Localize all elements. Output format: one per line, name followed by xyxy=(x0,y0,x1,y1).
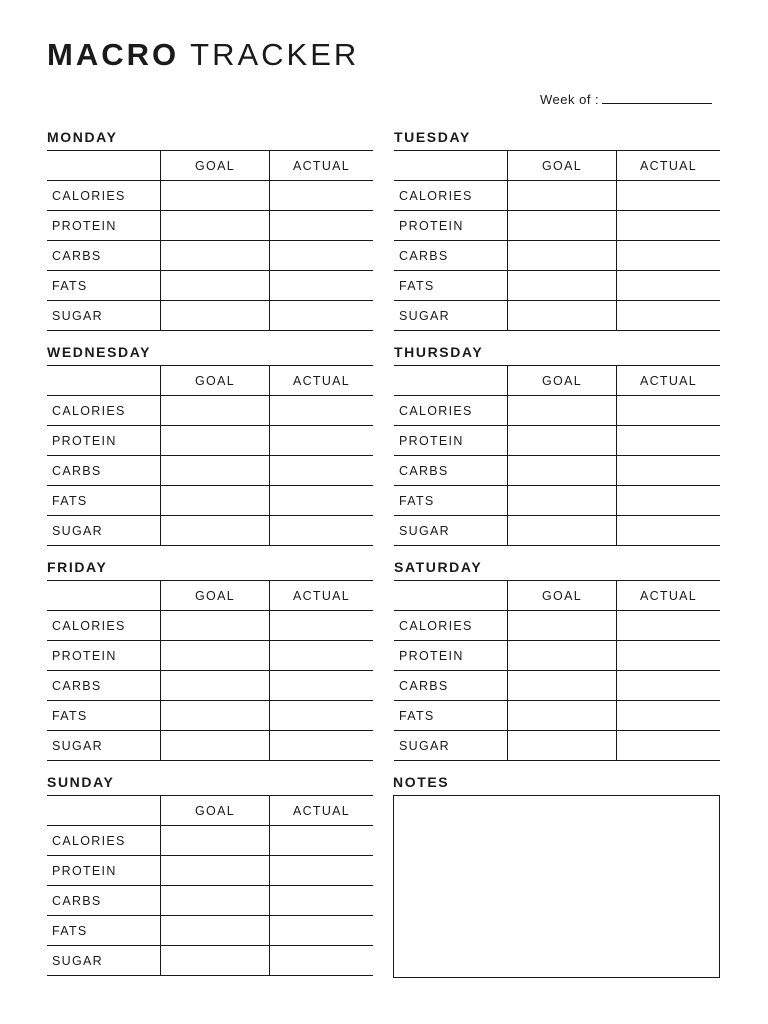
title-bold: MACRO xyxy=(47,37,180,72)
table-row xyxy=(394,426,720,456)
table-row xyxy=(47,211,373,241)
actual-header: ACTUAL xyxy=(617,366,721,396)
macro-table xyxy=(47,580,373,761)
macro-label: PROTEIN xyxy=(47,641,161,671)
macro-label: SUGAR xyxy=(394,731,508,761)
table-row xyxy=(47,241,373,271)
goal-cell[interactable] xyxy=(508,731,617,761)
macro-table xyxy=(394,365,720,546)
table-row xyxy=(47,486,373,516)
goal-cell[interactable] xyxy=(508,426,617,456)
actual-cell[interactable] xyxy=(270,426,374,456)
macro-label: SUGAR xyxy=(394,516,508,546)
goal-header: GOAL xyxy=(508,366,617,396)
actual-cell[interactable] xyxy=(270,211,374,241)
macro-label: CARBS xyxy=(47,671,161,701)
table-row xyxy=(394,241,720,271)
header-blank xyxy=(47,366,161,396)
goal-header: GOAL xyxy=(161,366,270,396)
macro-label: CALORIES xyxy=(394,181,508,211)
table-row xyxy=(394,611,720,641)
actual-cell[interactable] xyxy=(617,611,721,641)
table-row xyxy=(394,671,720,701)
actual-cell[interactable] xyxy=(270,731,374,761)
goal-cell[interactable] xyxy=(161,731,270,761)
goal-header: GOAL xyxy=(508,151,617,181)
table-header-row xyxy=(47,581,373,611)
table-header-row xyxy=(394,581,720,611)
table-row xyxy=(394,301,720,331)
goal-cell[interactable] xyxy=(161,856,270,886)
day-title: WEDNESDAY xyxy=(47,344,152,360)
table-header-row xyxy=(394,151,720,181)
goal-cell[interactable] xyxy=(508,301,617,331)
macro-label: SUGAR xyxy=(47,516,161,546)
day-section-sunday xyxy=(47,774,373,976)
actual-cell[interactable] xyxy=(617,641,721,671)
actual-header: ACTUAL xyxy=(270,581,374,611)
goal-cell[interactable] xyxy=(161,396,270,426)
week-of xyxy=(540,91,712,107)
macro-label: CARBS xyxy=(47,241,161,271)
goal-cell[interactable] xyxy=(508,641,617,671)
week-of-label: Week of : xyxy=(540,92,600,107)
table-row xyxy=(47,516,373,546)
actual-cell[interactable] xyxy=(270,241,374,271)
macro-label: FATS xyxy=(394,271,508,301)
page-title xyxy=(47,36,359,74)
actual-cell[interactable] xyxy=(617,181,721,211)
actual-cell[interactable] xyxy=(617,426,721,456)
macro-label: CALORIES xyxy=(47,181,161,211)
actual-header: ACTUAL xyxy=(270,151,374,181)
macro-table xyxy=(394,150,720,331)
goal-cell[interactable] xyxy=(508,181,617,211)
macro-label: CARBS xyxy=(394,456,508,486)
macro-label: PROTEIN xyxy=(394,641,508,671)
actual-cell[interactable] xyxy=(617,211,721,241)
header-blank xyxy=(47,581,161,611)
table-row xyxy=(394,731,720,761)
table-row xyxy=(394,396,720,426)
table-row xyxy=(47,916,373,946)
goal-cell[interactable] xyxy=(161,701,270,731)
actual-cell[interactable] xyxy=(617,701,721,731)
table-header-row xyxy=(47,366,373,396)
actual-cell[interactable] xyxy=(617,241,721,271)
table-row xyxy=(47,826,373,856)
goal-cell[interactable] xyxy=(508,701,617,731)
goal-cell[interactable] xyxy=(161,181,270,211)
actual-cell[interactable] xyxy=(617,516,721,546)
goal-cell[interactable] xyxy=(508,611,617,641)
table-header-row xyxy=(47,151,373,181)
table-row xyxy=(47,396,373,426)
table-row xyxy=(47,731,373,761)
day-section-tuesday xyxy=(394,129,720,331)
macro-table xyxy=(47,795,373,976)
table-row xyxy=(47,856,373,886)
actual-header: ACTUAL xyxy=(617,581,721,611)
goal-cell[interactable] xyxy=(161,301,270,331)
header-blank xyxy=(394,581,508,611)
actual-cell[interactable] xyxy=(270,456,374,486)
macro-table xyxy=(47,150,373,331)
day-title: TUESDAY xyxy=(394,129,471,145)
actual-cell[interactable] xyxy=(270,516,374,546)
header-blank xyxy=(47,796,161,826)
macro-label: CARBS xyxy=(47,456,161,486)
goal-cell[interactable] xyxy=(161,611,270,641)
macro-label: FATS xyxy=(47,486,161,516)
actual-cell[interactable] xyxy=(270,701,374,731)
actual-cell[interactable] xyxy=(270,486,374,516)
actual-cell[interactable] xyxy=(270,271,374,301)
day-title: SATURDAY xyxy=(394,559,483,575)
macro-label: FATS xyxy=(394,701,508,731)
goal-cell[interactable] xyxy=(508,396,617,426)
goal-cell[interactable] xyxy=(508,271,617,301)
day-title: MONDAY xyxy=(47,129,118,145)
macro-table xyxy=(394,580,720,761)
table-row xyxy=(394,456,720,486)
macro-label: CALORIES xyxy=(394,396,508,426)
goal-cell[interactable] xyxy=(508,486,617,516)
table-row xyxy=(394,271,720,301)
actual-cell[interactable] xyxy=(617,671,721,701)
macro-label: SUGAR xyxy=(394,301,508,331)
table-header-row xyxy=(47,796,373,826)
actual-cell[interactable] xyxy=(270,611,374,641)
day-section-wednesday xyxy=(47,344,373,546)
day-title: THURSDAY xyxy=(394,344,484,360)
macro-label: CARBS xyxy=(394,241,508,271)
table-row xyxy=(47,271,373,301)
goal-header: GOAL xyxy=(161,581,270,611)
day-section-saturday xyxy=(394,559,720,761)
macro-table xyxy=(47,365,373,546)
macro-label: CALORIES xyxy=(394,611,508,641)
goal-cell[interactable] xyxy=(161,886,270,916)
notes-section xyxy=(393,774,721,978)
actual-cell[interactable] xyxy=(270,826,374,856)
week-of-field[interactable] xyxy=(602,91,712,104)
table-row xyxy=(47,701,373,731)
goal-header: GOAL xyxy=(161,796,270,826)
actual-cell[interactable] xyxy=(617,301,721,331)
macro-label: FATS xyxy=(47,271,161,301)
table-row xyxy=(47,611,373,641)
actual-cell[interactable] xyxy=(270,856,374,886)
table-row xyxy=(394,211,720,241)
table-row xyxy=(394,641,720,671)
actual-cell[interactable] xyxy=(270,886,374,916)
macro-label: CALORIES xyxy=(47,396,161,426)
goal-cell[interactable] xyxy=(508,516,617,546)
table-row xyxy=(394,516,720,546)
goal-cell[interactable] xyxy=(508,211,617,241)
actual-cell[interactable] xyxy=(270,301,374,331)
actual-cell[interactable] xyxy=(617,731,721,761)
macro-label: CALORIES xyxy=(47,611,161,641)
macro-label: PROTEIN xyxy=(47,211,161,241)
header-blank xyxy=(394,366,508,396)
table-header-row xyxy=(394,366,720,396)
goal-cell[interactable] xyxy=(161,456,270,486)
actual-cell[interactable] xyxy=(270,181,374,211)
macro-label: SUGAR xyxy=(47,301,161,331)
goal-cell[interactable] xyxy=(161,946,270,976)
actual-cell[interactable] xyxy=(270,916,374,946)
table-row xyxy=(394,486,720,516)
actual-cell[interactable] xyxy=(617,271,721,301)
macro-label: SUGAR xyxy=(47,946,161,976)
macro-label: FATS xyxy=(47,701,161,731)
table-row xyxy=(47,886,373,916)
header-blank xyxy=(47,151,161,181)
actual-cell[interactable] xyxy=(270,671,374,701)
goal-cell[interactable] xyxy=(161,486,270,516)
day-section-thursday xyxy=(394,344,720,546)
goal-cell[interactable] xyxy=(161,271,270,301)
macro-label: PROTEIN xyxy=(394,211,508,241)
macro-label: PROTEIN xyxy=(47,426,161,456)
day-title: SUNDAY xyxy=(47,774,115,790)
goal-cell[interactable] xyxy=(161,211,270,241)
goal-cell[interactable] xyxy=(508,241,617,271)
goal-cell[interactable] xyxy=(161,241,270,271)
macro-label: SUGAR xyxy=(47,731,161,761)
notes-box[interactable] xyxy=(393,795,720,978)
day-section-monday xyxy=(47,129,373,331)
goal-cell[interactable] xyxy=(161,426,270,456)
macro-label: CALORIES xyxy=(47,826,161,856)
table-row xyxy=(47,641,373,671)
actual-header: ACTUAL xyxy=(617,151,721,181)
goal-cell[interactable] xyxy=(508,456,617,486)
table-row xyxy=(394,181,720,211)
table-row xyxy=(47,181,373,211)
goal-cell[interactable] xyxy=(161,671,270,701)
header-blank xyxy=(394,151,508,181)
macro-label: CARBS xyxy=(394,671,508,701)
table-row xyxy=(394,701,720,731)
macro-label: PROTEIN xyxy=(394,426,508,456)
macro-label: CARBS xyxy=(47,886,161,916)
goal-cell[interactable] xyxy=(161,826,270,856)
actual-cell[interactable] xyxy=(270,946,374,976)
notes-title: NOTES xyxy=(393,774,450,790)
title-light: TRACKER xyxy=(190,37,360,72)
goal-cell[interactable] xyxy=(508,671,617,701)
actual-cell[interactable] xyxy=(617,456,721,486)
goal-header: GOAL xyxy=(508,581,617,611)
goal-cell[interactable] xyxy=(161,641,270,671)
table-row xyxy=(47,946,373,976)
table-row xyxy=(47,301,373,331)
table-row xyxy=(47,426,373,456)
macro-label: FATS xyxy=(394,486,508,516)
day-title: FRIDAY xyxy=(47,559,108,575)
table-row xyxy=(47,671,373,701)
actual-cell[interactable] xyxy=(617,486,721,516)
actual-cell[interactable] xyxy=(617,396,721,426)
table-row xyxy=(47,456,373,486)
actual-header: ACTUAL xyxy=(270,366,374,396)
macro-label: PROTEIN xyxy=(47,856,161,886)
goal-cell[interactable] xyxy=(161,516,270,546)
actual-cell[interactable] xyxy=(270,641,374,671)
goal-header: GOAL xyxy=(161,151,270,181)
goal-cell[interactable] xyxy=(161,916,270,946)
actual-cell[interactable] xyxy=(270,396,374,426)
actual-header: ACTUAL xyxy=(270,796,374,826)
day-section-friday xyxy=(47,559,373,761)
macro-label: FATS xyxy=(47,916,161,946)
